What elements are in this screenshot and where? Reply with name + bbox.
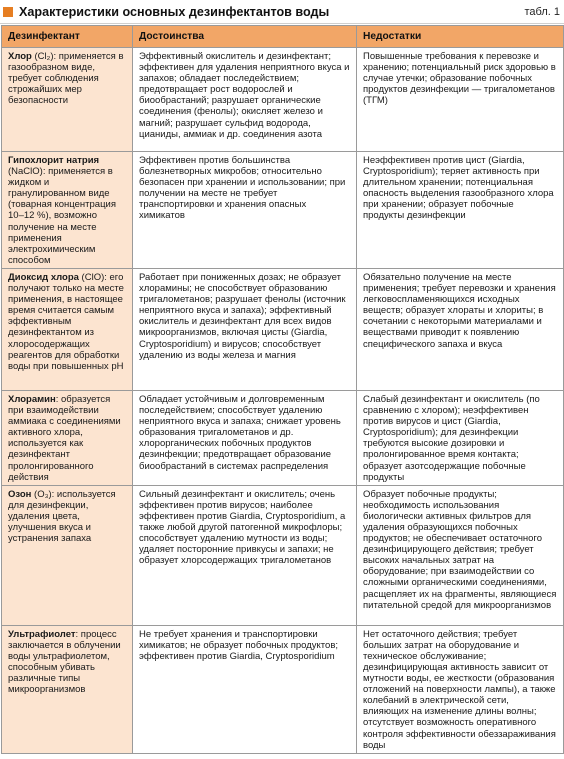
disinfectant-cell	[2, 48, 133, 152]
title-group	[0, 5, 329, 19]
disinfectant-name: Хлор	[8, 51, 32, 62]
advantages-cell: Работает при пониженных дозах; не образует хлорамины; не способствует образованию тригалометанов; разрушает фенолы (источник неприятного вкуса и запаха); эффективный окислитель и дезинфектант для всех видов микроорганизмов, включая цисты (Giardia, Cryptosporidium) и вирусов; способствует удалению из воды железа и магния	[133, 268, 357, 390]
disinfectant-cell	[2, 152, 133, 269]
disadvantages-cell: Повышенные требования к перевозке и хранению; потенциальный риск здоровью в случае утечки; образование побочных продуктов дезинфекции — тригалометанов (ТГМ)	[357, 48, 564, 152]
page-title: Характеристики основных дезинфектантов воды	[19, 4, 330, 19]
advantages-cell: Сильный дезинфектант и окислитель; очень эффективен против вирусов; наиболее эффективен против Giardia, Cryptosporidium, а также любой другой патогенной микрофлоры; способствует удалению мутности из воды; удаляет посторонние привкусы и запахи; не образует хлорсодержащих тригалометанов	[133, 485, 357, 625]
table-row	[2, 390, 564, 485]
disinfectant-description: (ClO): его получают только на месте применения, в настоящее время считается самым эффективным дезинфектантом из хлоросодержащих реагентов для обработки воды при повышенных pH	[8, 271, 124, 372]
disinfectant-cell	[2, 390, 133, 485]
column-header-disinfectant: Дезинфектант	[2, 26, 133, 48]
table-row	[2, 48, 564, 152]
disinfectant-name: Гипохлорит натрия	[8, 155, 100, 166]
disinfectant-cell	[2, 268, 133, 390]
table-row	[2, 485, 564, 625]
advantages-cell: Обладает устойчивым и долговременным последействием; способствует удалению неприятного вкуса и запаха; снижает уровень образования тригалометанов и др. хлорорганических побочных продуктов дезинфекции; предотвращает образование биообрастаний в системах распределения	[133, 390, 357, 485]
table-header-row	[2, 26, 564, 48]
disadvantages-cell: Нет остаточного действия; требует больших затрат на оборудование и техническое обслуживание; дезинфицирующая активность зависит от мутности воды, ее жесткости (образования отложений на поверхности лампы), а также колебаний в электрической сети, влияющих на изменение длины волны; отсутствует возможность оперативного контроля эффективности обеззараживания воды	[357, 625, 564, 753]
disinfectant-description: (NaClO): применяется в жидком и гранулированном виде (товарная концентрация 10–12 %), возможно получение на месте применения электрохимическим способом	[8, 166, 116, 266]
table-row	[2, 625, 564, 753]
advantages-cell: Эффективный окислитель и дезинфектант; эффективен для удаления неприятного вкуса и запахов; обладает последействием; предотвращает рост водорослей и биообрастаний; разрушает органические соединения (фенолы); окисляет железо и магний; разрушает сульфид водорода, цианиды, аммиак и др. соединения азота	[133, 48, 357, 152]
disinfectant-cell	[2, 485, 133, 625]
disinfectant-description: : процесс заключается в облучении воды ультрафиолетом, способным убивать различные типы микроорганизмов	[8, 628, 121, 696]
disadvantages-cell: Образует побочные продукты; необходимость использования биологически активных фильтров для удаления образующихся побочных продуктов; не обеспечивает остаточного дезинфицирующего действия; требует высоких начальных затрат на оборудование; при взаимодействии со сложными органическими соединениями, расщепляет их на фрагменты, являющиеся питательной средой для микроорганизмов	[357, 485, 564, 625]
disinfectant-description: (O₃): используется для дезинфекции, удаления цвета, улучшения вкуса и устранения запаха	[8, 488, 116, 545]
advantages-cell: Не требует хранения и транспортировки химикатов; не образует побочных продуктов; эффективен против Giardia, Cryptosporidium	[133, 625, 357, 753]
disadvantages-cell: Неэффективен против цист (Giardia, Cryptosporidium); теряет активность при длительном хранении; потенциальная опасность выделения газообразного хлора при хранении; образует побочные продукты дезинфекции	[357, 152, 564, 269]
advantages-cell: Эффективен против большинства болезнетворных микробов; относительно безопасен при хранении и использовании; при получении на месте не требует транспортировки и хранения опасных химикатов	[133, 152, 357, 269]
disinfectant-name: Озон	[8, 488, 32, 500]
disinfectant-description: : образуется при взаимодействии аммиака с соединениями активного хлора, используется как дезинфектант пролонгированного действия	[8, 393, 121, 483]
disinfectants-table	[1, 25, 564, 754]
disadvantages-cell: Слабый дезинфектант и окислитель (по сравнению с хлором); неэффективен против вирусов и цист (Giardia, Cryptosporidium); для дезинфекции требуются высокие дозировки и пролонгированное время контакта; образует азотсодержащие побочные продукты	[357, 390, 564, 485]
disinfectant-cell	[2, 625, 133, 753]
table-row	[2, 152, 564, 269]
disinfectant-description: (Cl₂): применяется в газообразном виде, требует соблюдения строжайших мер безопасности	[8, 51, 124, 107]
disinfectant-name: Хлорамин	[8, 393, 56, 405]
title-bar	[0, 0, 564, 24]
disadvantages-cell: Обязательно получение на месте применения; требует перевозки и хранения легковоспламеняющихся исходных веществ; образует хлораты и хлориты; в сочетании с некоторыми материалами и веществами приводит к появлению специфического запаха и вкуса	[357, 268, 564, 390]
column-header-disadvantages: Недостатки	[357, 26, 564, 48]
disinfectant-name: Ультрафиолет	[8, 628, 76, 640]
column-header-advantages: Достоинства	[133, 26, 357, 48]
square-bullet-icon	[3, 7, 13, 17]
disinfectant-name: Диоксид хлора	[8, 271, 79, 283]
table-number: табл. 1	[524, 5, 560, 18]
table-row	[2, 268, 564, 390]
